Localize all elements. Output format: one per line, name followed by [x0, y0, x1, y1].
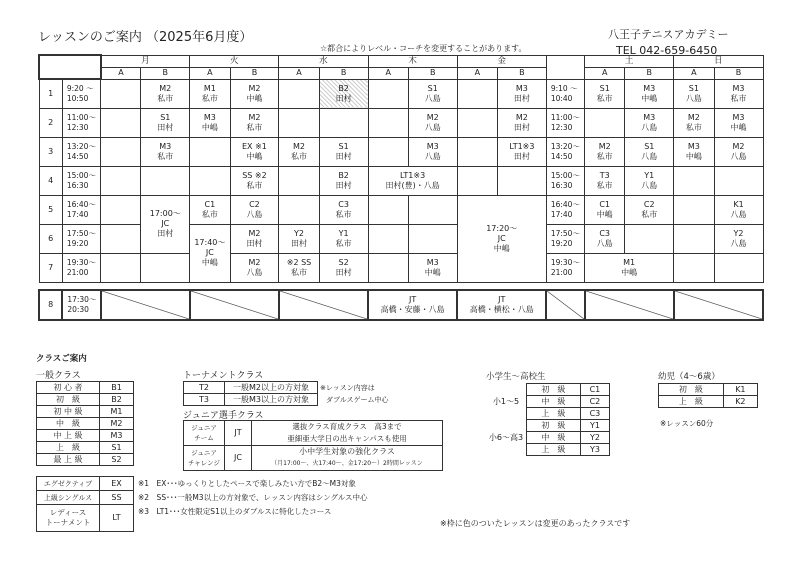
- lesson-cell: [101, 224, 141, 253]
- lesson-cell: [368, 224, 408, 253]
- slot-time: 16:40～ 17:40: [62, 195, 100, 224]
- lesson-cell: K1 八島: [714, 195, 763, 224]
- level-name: 上 級: [527, 444, 581, 456]
- lesson-cell: [101, 195, 141, 224]
- infant-table: [658, 383, 758, 408]
- lesson-cell-changed: B2 田村: [319, 79, 368, 108]
- level-name: 中 級: [527, 432, 581, 444]
- level-code: C1: [580, 384, 609, 396]
- level-name: 初 級: [527, 384, 581, 396]
- court-a: A: [457, 67, 497, 79]
- slot-time: 19:30～ 21:00: [62, 253, 100, 282]
- lesson-cell: M3 中嶋: [190, 108, 230, 137]
- lesson-cell: JT 高橋・横松・八島: [457, 290, 546, 320]
- kids-group: 小1～5: [492, 396, 520, 406]
- kids-class-title: 小学生～高校生: [486, 372, 546, 382]
- level-code: S1: [100, 442, 134, 454]
- lesson-cell: [101, 166, 141, 195]
- lesson-cell: M2 田村: [498, 108, 547, 137]
- level-name: 中 上 級: [37, 430, 100, 442]
- level-name: 最 上 級: [37, 454, 100, 466]
- lesson-cell: [674, 195, 714, 224]
- lesson-cell: [408, 224, 457, 253]
- court-b: B: [625, 67, 674, 79]
- level-name: 上 級: [659, 396, 724, 408]
- level-code: C3: [580, 408, 609, 420]
- day-sat: 土: [585, 55, 674, 67]
- weekend-slot-time: 16:40～ 17:40: [546, 195, 584, 224]
- lesson-cell: M2 私市: [230, 108, 279, 137]
- no-lesson-cell: [546, 290, 584, 320]
- lesson-cell: [368, 253, 408, 282]
- slot-number: 6: [39, 224, 62, 253]
- lesson-cell: EX ※1 中嶋: [230, 137, 279, 166]
- weekend-slot-time: 19:30～ 21:00: [546, 253, 584, 282]
- court-b: B: [230, 67, 279, 79]
- lesson-cell: C1 私市: [190, 195, 230, 224]
- academy-name: 八王子テニスアカデミー: [608, 28, 729, 41]
- level-name: 初 級: [527, 420, 581, 432]
- lesson-cell: Y1 八島: [625, 166, 674, 195]
- level-code: K2: [723, 396, 757, 408]
- lesson-cell: S1 田村: [319, 137, 368, 166]
- lesson-cell: M3 中嶋: [625, 79, 674, 108]
- level-code: Y1: [580, 420, 609, 432]
- class-name: 上級シングルス: [37, 491, 100, 505]
- lesson-cell: [279, 79, 319, 108]
- slot-number: 8: [39, 290, 62, 320]
- lesson-cell: [585, 108, 625, 137]
- lesson-cell: S1 八島: [408, 79, 457, 108]
- slot-time: 17:30～ 20:30: [62, 290, 100, 320]
- level-name: 上 級: [527, 408, 581, 420]
- kids-group: 小6～高3: [488, 432, 524, 442]
- lesson-cell: [279, 195, 319, 224]
- lesson-cell: [368, 79, 408, 108]
- lesson-cell: LT1※3 田村: [498, 137, 547, 166]
- day-tue: 火: [190, 55, 279, 67]
- lesson-cell: M3 中嶋: [408, 253, 457, 282]
- legend-title: クラスご案内: [36, 354, 87, 364]
- class-desc: 小中学生対象の強化クラス: [299, 447, 395, 456]
- court-a: A: [190, 67, 230, 79]
- slot-time: 13:20～ 14:50: [62, 137, 100, 166]
- lesson-cell: S1 私市: [585, 79, 625, 108]
- slot-time: 9:20 ～ 10:50: [62, 79, 100, 108]
- level-code: S2: [100, 454, 134, 466]
- lesson-cell: C3 私市: [319, 195, 368, 224]
- level-name: 初 級: [659, 384, 724, 396]
- table-gap: [39, 282, 763, 290]
- slot-time: 11:00～ 12:30: [62, 108, 100, 137]
- class-code: EX: [100, 477, 134, 491]
- court-b: B: [408, 67, 457, 79]
- no-lesson-cell: [279, 290, 368, 320]
- lesson-cell: 17:40～ JC 中嶋: [190, 224, 230, 282]
- phone-number: TEL 042-659-6450: [616, 44, 718, 57]
- class-code: T3: [184, 394, 225, 406]
- junior-table: [183, 420, 443, 471]
- special-class-table: [36, 476, 134, 532]
- class-desc: 亜細亜大学日の出キャンパスも使用: [287, 434, 407, 443]
- weekend-slot-time: 11:00～ 12:30: [546, 108, 584, 137]
- lesson-cell: [141, 253, 190, 282]
- lesson-cell: [101, 137, 141, 166]
- level-name: 上 級: [37, 442, 100, 454]
- lesson-cell: M2 八島: [714, 137, 763, 166]
- no-lesson-cell: [674, 290, 763, 320]
- change-notice: ☆都合によりレベル・コーチを変更することがあります。: [320, 44, 527, 53]
- day-wed: 水: [279, 55, 368, 67]
- lesson-cell: M3 八島: [625, 108, 674, 137]
- lesson-cell: M3 私市: [141, 137, 190, 166]
- day-sun: 日: [674, 55, 763, 67]
- lesson-cell: M3 八島: [408, 137, 457, 166]
- lesson-cell: M2 田村: [230, 224, 279, 253]
- class-name: エグゼクティブ: [37, 477, 100, 491]
- lesson-cell: [101, 108, 141, 137]
- class-code: SS: [100, 491, 134, 505]
- lesson-cell: [674, 224, 714, 253]
- class-desc: 一般M3以上の方対象: [225, 394, 318, 406]
- class-desc: （月17:00～、火17:40～、金17:20～）2時間レッスン: [271, 460, 423, 467]
- lesson-cell: 17:00～ JC 田村: [141, 195, 190, 253]
- lesson-cell: [279, 108, 319, 137]
- lesson-cell: [457, 166, 497, 195]
- lesson-cell: M2 中嶋: [230, 79, 279, 108]
- slot-number: 4: [39, 166, 62, 195]
- lesson-cell: Y2 八島: [714, 224, 763, 253]
- note-ss: ※2 SS･･･一般M3以上の方対象で、レッスン内容はシングルス中心: [138, 493, 368, 502]
- lesson-cell: Y1 私市: [319, 224, 368, 253]
- lesson-cell: M2 私市: [279, 137, 319, 166]
- day-thu: 木: [368, 55, 457, 67]
- weekend-slot-time: 17:50～ 19:20: [546, 224, 584, 253]
- slot-time: 17:50～ 19:20: [62, 224, 100, 253]
- lesson-cell: [625, 224, 674, 253]
- no-lesson-cell: [190, 290, 279, 320]
- court-b: B: [141, 67, 190, 79]
- level-name: 初 心 者: [37, 382, 100, 394]
- class-desc: 一般M2以上の方対象: [225, 382, 318, 394]
- court-a: A: [368, 67, 408, 79]
- lesson-cell: [368, 108, 408, 137]
- class-code: T2: [184, 382, 225, 394]
- lesson-cell: S1 八島: [674, 79, 714, 108]
- class-name: レディース トーナメント: [37, 505, 100, 532]
- lesson-cell: SS ※2 私市: [230, 166, 279, 195]
- lesson-cell: T3 私市: [585, 166, 625, 195]
- class-code: LT: [100, 505, 134, 532]
- lesson-cell: [141, 166, 190, 195]
- lesson-cell: C3 八島: [585, 224, 625, 253]
- lesson-cell: JT 高橋・安藤・八島: [368, 290, 457, 320]
- level-code: M3: [100, 430, 134, 442]
- lesson-cell: C2 私市: [625, 195, 674, 224]
- infant-note: ※レッスン60分: [660, 419, 714, 428]
- lesson-cell: M2 私市: [585, 137, 625, 166]
- slot-number: 5: [39, 195, 62, 224]
- class-name: ジュニア チャレンジ: [184, 446, 225, 471]
- slot-time: 15:00～ 16:30: [62, 166, 100, 195]
- junior-class-title: ジュニア選手クラス: [183, 411, 264, 421]
- lesson-cell: M2 私市: [674, 108, 714, 137]
- lesson-cell: M1 私市: [190, 79, 230, 108]
- lesson-cell: [498, 166, 547, 195]
- general-class-title: 一般クラス: [36, 371, 81, 381]
- note-lt: ※3 LT1･･･女性限定S1以上のダブルスに特化したコース: [138, 507, 332, 516]
- lesson-cell: C2 八島: [230, 195, 279, 224]
- level-code: M1: [100, 406, 134, 418]
- slot-number: 3: [39, 137, 62, 166]
- lesson-cell: B2 田村: [319, 166, 368, 195]
- court-a: A: [585, 67, 625, 79]
- no-lesson-cell: [585, 290, 674, 320]
- lesson-cell: Y2 田村: [279, 224, 319, 253]
- lesson-cell: M2 私市: [141, 79, 190, 108]
- weekend-slot-time: 15:00～ 16:30: [546, 166, 584, 195]
- court-a: A: [674, 67, 714, 79]
- court-a: A: [101, 67, 141, 79]
- lesson-cell: M2 八島: [230, 253, 279, 282]
- slot-number: 1: [39, 79, 62, 108]
- day-fri: 金: [457, 55, 546, 67]
- page-title: レッスンのご案内 （2025年6月度）: [38, 30, 253, 45]
- level-name: 中 級: [527, 396, 581, 408]
- tournament-class-title: トーナメントクラス: [183, 371, 264, 381]
- class-code: JT: [225, 421, 252, 446]
- lesson-cell: [368, 195, 408, 224]
- lesson-cell: C1 中嶋: [585, 195, 625, 224]
- lesson-cell: M3 中嶋: [714, 108, 763, 137]
- level-name: 初 級: [37, 394, 100, 406]
- slot-number: 2: [39, 108, 62, 137]
- court-b: B: [498, 67, 547, 79]
- level-code: K1: [723, 384, 757, 396]
- lesson-cell: M3 田村: [498, 79, 547, 108]
- court-b: B: [714, 67, 763, 79]
- lesson-cell: [101, 253, 141, 282]
- level-code: B1: [100, 382, 134, 394]
- infant-class-title: 幼児（4～6歳）: [658, 372, 720, 382]
- kids-table: [486, 383, 610, 456]
- lesson-cell: M1 中嶋: [585, 253, 674, 282]
- lesson-cell: S1 八島: [625, 137, 674, 166]
- note-ex: ※1 EX･･･ゆっくりとしたペースで楽しみたい方でB2～M3対象: [138, 479, 356, 488]
- lesson-cell: [457, 108, 497, 137]
- lesson-cell: [408, 195, 457, 224]
- lesson-cell: M2 八島: [408, 108, 457, 137]
- lesson-cell: [457, 79, 497, 108]
- weekend-slot-time: 9:10 ～ 10:40: [546, 79, 584, 108]
- day-mon: 月: [101, 55, 190, 67]
- level-code: C2: [580, 396, 609, 408]
- level-code: B2: [100, 394, 134, 406]
- level-code: M2: [100, 418, 134, 430]
- slot-number: 7: [39, 253, 62, 282]
- tournament-table: [183, 381, 423, 406]
- tournament-note: ※レッスン内容は: [320, 383, 375, 392]
- level-code: Y2: [580, 432, 609, 444]
- level-name: 初 中 級: [37, 406, 100, 418]
- lesson-cell: [190, 166, 230, 195]
- lesson-cell: [674, 253, 714, 282]
- lesson-cell: 17:20～ JC 中嶋: [457, 195, 546, 282]
- lesson-cell: [714, 166, 763, 195]
- court-b: B: [319, 67, 368, 79]
- court-a: A: [279, 67, 319, 79]
- level-code: Y3: [580, 444, 609, 456]
- level-name: 中 級: [37, 418, 100, 430]
- footer-note: ※枠に色のついたレッスンは変更のあったクラスです: [440, 519, 631, 528]
- tournament-note: ダブルスゲーム中心: [326, 395, 389, 404]
- lesson-cell: [319, 108, 368, 137]
- class-code: JC: [225, 446, 252, 471]
- lesson-cell: ※2 SS 私市: [279, 253, 319, 282]
- schedule-table: [38, 54, 764, 321]
- lesson-cell: M3 私市: [714, 79, 763, 108]
- lesson-cell: S1 田村: [141, 108, 190, 137]
- lesson-cell: [368, 137, 408, 166]
- lesson-cell: [190, 137, 230, 166]
- class-desc: 選抜クラス育成クラス 高3まで: [292, 422, 402, 431]
- lesson-cell: M3 中嶋: [674, 137, 714, 166]
- lesson-cell: LT1※3 田村(豊)・八島: [368, 166, 457, 195]
- lesson-cell: [714, 253, 763, 282]
- no-lesson-cell: [101, 290, 190, 320]
- lesson-cell: [457, 137, 497, 166]
- lesson-cell: S2 田村: [319, 253, 368, 282]
- weekend-slot-time: 13:20～ 14:50: [546, 137, 584, 166]
- lesson-cell: [101, 79, 141, 108]
- corner-cell: [39, 55, 101, 79]
- general-class-table: [36, 381, 134, 466]
- weekend-time-header: [546, 55, 584, 79]
- lesson-cell: [279, 166, 319, 195]
- lesson-cell: [674, 166, 714, 195]
- class-name: ジュニア チーム: [184, 421, 225, 446]
